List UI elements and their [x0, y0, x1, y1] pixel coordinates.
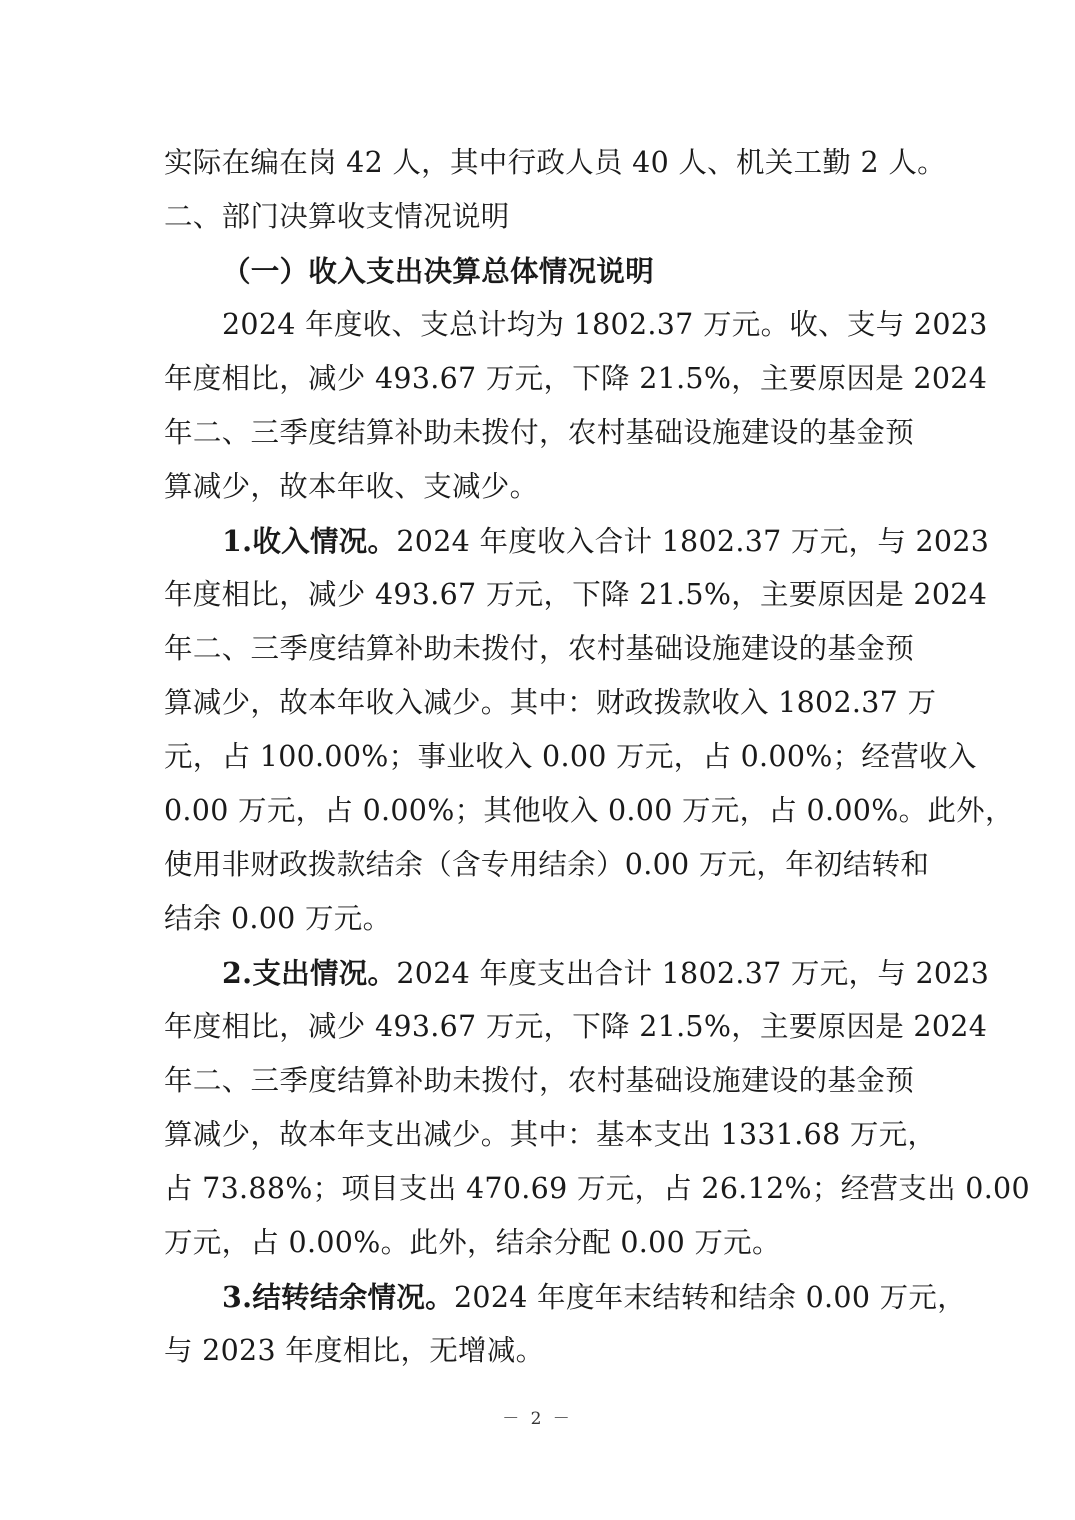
- paragraph-line: 年二、三季度结算补助未拨付，农村基础设施建设的基金预: [164, 416, 914, 449]
- paragraph-line: [164, 514, 990, 568]
- document-body: [164, 136, 1030, 1378]
- expense-heading: 2.支出情况。: [222, 956, 397, 990]
- paragraph-line: 占 73.88%；项目支出 470.69 万元，占 26.12%；经营支出 0.00: [164, 1172, 1030, 1205]
- paragraph-line: 算减少，故本年收、支减少。: [164, 470, 539, 503]
- paragraph-line: 万元，占 0.00%。此外，结余分配 0.00 万元。: [164, 1226, 781, 1259]
- paragraph-line: [164, 1270, 967, 1324]
- paragraph-line: 实际在编在岗 42 人，其中行政人员 40 人、机关工勤 2 人。: [164, 146, 946, 179]
- subsection-heading: （一）收入支出决算总体情况说明: [222, 254, 655, 288]
- income-intro: 2024 年度收入合计 1802.37 万元，与 2023: [396, 525, 990, 558]
- paragraph-line: 年度相比，减少 493.67 万元，下降 21.5%，主要原因是 2024: [164, 1010, 988, 1043]
- expense-intro: 2024 年度支出合计 1802.37 万元，与 2023: [396, 957, 990, 990]
- paragraph-line: 2024 年度收、支总计均为 1802.37 万元。收、支与 2023: [222, 308, 988, 341]
- paragraph-line: 年二、三季度结算补助未拨付，农村基础设施建设的基金预: [164, 1064, 914, 1097]
- paragraph-line: [164, 946, 990, 1000]
- paragraph-line: 年度相比，减少 493.67 万元，下降 21.5%，主要原因是 2024: [164, 362, 988, 395]
- paragraph-line: 算减少，故本年支出减少。其中：基本支出 1331.68 万元，: [164, 1118, 937, 1151]
- paragraph-line: 算减少，故本年收入减少。其中：财政拨款收入 1802.37 万: [164, 686, 937, 719]
- paragraph-line: 年度相比，减少 493.67 万元，下降 21.5%，主要原因是 2024: [164, 578, 988, 611]
- paragraph-line: 与 2023 年度相比，无增减。: [164, 1334, 545, 1367]
- paragraph-line: 年二、三季度结算补助未拨付，农村基础设施建设的基金预: [164, 632, 914, 665]
- carryover-intro: 2024 年度年末结转和结余 0.00 万元，: [453, 1281, 967, 1314]
- paragraph-line: 元，占 100.00%；事业收入 0.00 万元，占 0.00%；经营收入: [164, 740, 977, 773]
- section-heading: 二、部门决算收支情况说明: [164, 200, 510, 233]
- page-number: － 2 －: [502, 1409, 573, 1429]
- paragraph-line: 结余 0.00 万元。: [164, 902, 392, 935]
- carryover-heading: 3.结转结余情况。: [222, 1280, 454, 1314]
- paragraph-line: 0.00 万元，占 0.00%；其他收入 0.00 万元，占 0.00%。此外，: [164, 794, 1014, 827]
- income-heading: 1.收入情况。: [222, 524, 397, 558]
- paragraph-line: 使用非财政拨款结余（含专用结余）0.00 万元，年初结转和: [164, 848, 930, 881]
